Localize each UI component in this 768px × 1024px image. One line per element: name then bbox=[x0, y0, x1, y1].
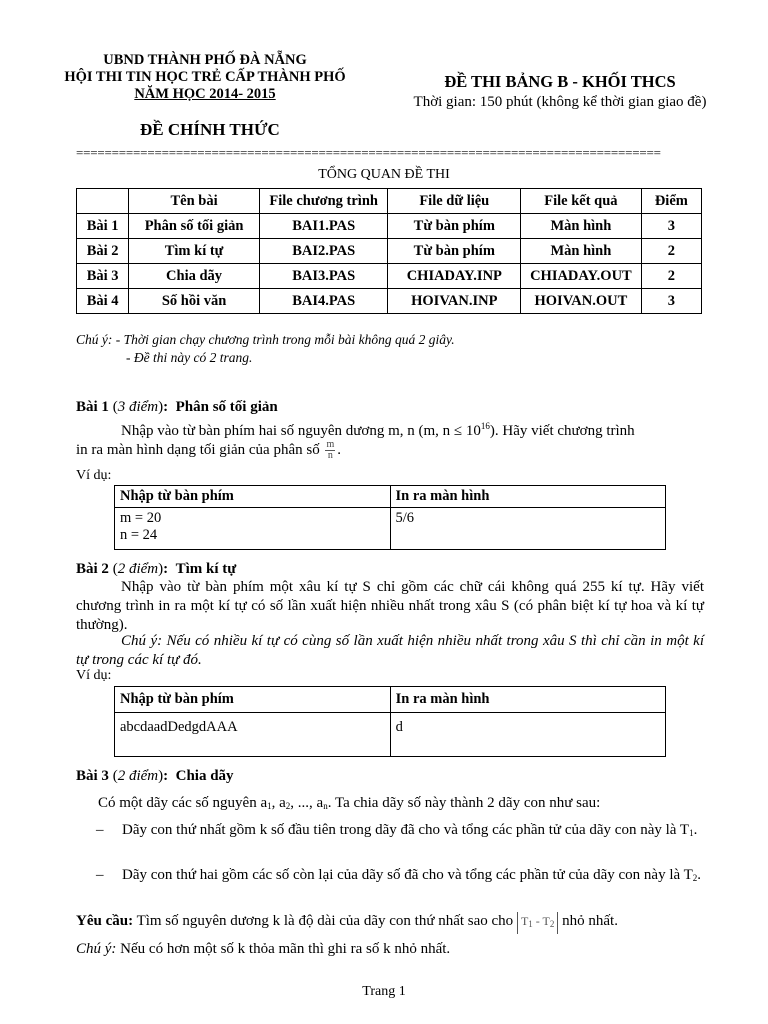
exam-header bbox=[385, 72, 735, 111]
table-cell: 2 bbox=[641, 239, 701, 264]
table-cell: 2 bbox=[641, 264, 701, 289]
bai3-bullet-2: Dãy con thứ hai gồm các số còn lại của dãy số đã cho và tổng các phần tử của dãy con này là $T_2$. bbox=[122, 867, 702, 883]
table-cell: 3 bbox=[641, 289, 701, 314]
table-cell: HOIVAN.OUT bbox=[521, 289, 642, 314]
bai3-heading: Bài 3 (2 điểm): Chia dãy bbox=[76, 768, 234, 784]
bai2-title: Tìm kí tự bbox=[175, 561, 237, 577]
table-row bbox=[77, 264, 702, 289]
bai3-note-text: Nếu có hơn một số k thỏa mãn thì ghi ra số k nhỏ nhất. bbox=[120, 941, 451, 957]
table-row bbox=[115, 508, 666, 550]
table-cell: 5/6 bbox=[390, 508, 666, 550]
table-cell: Bài 2 bbox=[77, 239, 129, 264]
table-cell: Màn hình bbox=[521, 214, 642, 239]
table-header-cell: Nhập từ bàn phím bbox=[115, 687, 391, 713]
bai3-intro: Có một dãy các số nguyên $a_1$, $a_2$, ..., $a_n$. Ta chia dãy số này thành 2 dãy con như sau: bbox=[98, 795, 601, 811]
table-cell: CHIADAY.INP bbox=[388, 264, 521, 289]
table-header-cell bbox=[77, 189, 129, 214]
note-line-1: - Thời gian chạy chương trình trong mỗi bài không quá 2 giây. bbox=[112, 332, 455, 347]
bai1-title: Phân số tối giản bbox=[175, 399, 278, 415]
table-cell: Phân số tối giản bbox=[129, 214, 260, 239]
fraction-denominator: n bbox=[327, 450, 333, 461]
table-cell: BAI2.PAS bbox=[259, 239, 388, 264]
org-name-2: HỘI THI TIN HỌC TRẺ CẤP THÀNH PHỐ bbox=[64, 69, 346, 85]
table-cell: Số hồi văn bbox=[129, 289, 260, 314]
bai3-bullet-1-text: Dãy con thứ nhất gồm k số đầu tiên trong dãy đã cho và tổng các phần tử của dãy con này là T bbox=[122, 822, 690, 838]
exam-title: ĐỀ THI BẢNG B - KHỐI THCS bbox=[444, 72, 676, 91]
bai3-title: Chia dãy bbox=[175, 768, 234, 784]
bai3-note bbox=[76, 940, 450, 959]
table-header-cell: In ra màn hình bbox=[390, 687, 665, 713]
org-name-1: UBND THÀNH PHỐ ĐÀ NẴNG bbox=[103, 52, 307, 68]
table-cell: Tìm kí tự bbox=[129, 239, 260, 264]
organization-header bbox=[40, 52, 370, 103]
table-cell: Bài 4 bbox=[77, 289, 129, 314]
table-cell: BAI3.PAS bbox=[259, 264, 388, 289]
bai3-bullet-2-text: Dãy con thứ hai gồm các số còn lại của dãy số đã cho và tổng các phần tử của dãy con này là T bbox=[122, 867, 693, 883]
separator-line: ================================================================================== bbox=[76, 145, 661, 160]
bai1-text-1: Nhập vào từ bàn phím hai số nguyên dương m, n (m, n ≤ 10 bbox=[121, 423, 481, 439]
table-cell: CHIADAY.OUT bbox=[521, 264, 642, 289]
requirement-text: Tìm số nguyên dương k là độ dài của dãy con thứ nhất sao cho bbox=[136, 913, 514, 929]
bai1-points: 3 điểm bbox=[117, 399, 159, 415]
bai3-points: 2 điểm bbox=[117, 768, 159, 784]
official-label: ĐỀ CHÍNH THỨC bbox=[140, 120, 280, 139]
bai3-bullet-1: Dãy con thứ nhất gồm k số đầu tiên trong dãy đã cho và tổng các phần tử của dãy con này là $T_1$. bbox=[122, 822, 698, 838]
table-cell bbox=[115, 508, 391, 550]
table-cell: Từ bàn phím bbox=[388, 214, 521, 239]
school-year: NĂM HỌC 2014- 2015 bbox=[134, 86, 276, 102]
fraction-m-n bbox=[325, 440, 335, 461]
table-row bbox=[77, 239, 702, 264]
page-number: Trang 1 bbox=[362, 984, 406, 999]
table-cell: BAI1.PAS bbox=[259, 214, 388, 239]
bai1-input-n: n = 24 bbox=[120, 527, 158, 543]
table-header-cell: In ra màn hình bbox=[390, 486, 666, 508]
bai3-requirement bbox=[76, 912, 618, 934]
table-header-cell: File dữ liệu bbox=[388, 189, 521, 214]
table-header-cell: Điểm bbox=[641, 189, 701, 214]
exam-time: Thời gian: 150 phút (không kể thời gian giao đề) bbox=[413, 94, 707, 110]
overview-table bbox=[76, 188, 702, 314]
table-header-cell: Tên bài bbox=[129, 189, 260, 214]
requirement-end: nhỏ nhất. bbox=[562, 913, 618, 929]
requirement-label: Yêu cầu: bbox=[76, 913, 134, 929]
table-header-row bbox=[115, 486, 666, 508]
bai1-input-m: m = 20 bbox=[120, 510, 162, 526]
bai2-example-label: Ví dụ: bbox=[76, 668, 112, 683]
table-row bbox=[115, 713, 666, 757]
overview-title: TỔNG QUAN ĐỀ THI bbox=[318, 167, 450, 182]
bai2-note: Chú ý: Nếu có nhiều kí tự có cùng số lần xuất hiện nhiều nhất trong xâu S thì chỉ cần in một kí tự trong các kí tự đó. bbox=[76, 633, 704, 668]
bai2-label: Bài 2 bbox=[76, 561, 109, 577]
bai1-example-table bbox=[114, 485, 666, 550]
bullet-dash-2: – bbox=[96, 867, 104, 883]
bai1-exponent: 16 bbox=[480, 421, 490, 431]
bai2-example-table bbox=[114, 686, 666, 757]
table-cell: HOIVAN.INP bbox=[388, 289, 521, 314]
bai1-label: Bài 1 bbox=[76, 399, 109, 415]
table-cell: 3 bbox=[641, 214, 701, 239]
table-header-row bbox=[115, 687, 666, 713]
bai1-statement-2: in ra màn hình dạng tối giản của phân số $\frac{m}{n}$ . bbox=[76, 439, 341, 461]
note-line-2: - Đề thi này có 2 trang. bbox=[126, 350, 253, 365]
table-header-cell: File chương trình bbox=[259, 189, 388, 214]
bai3-intro-text-2: . Ta chia dãy số này thành 2 dãy con như sau: bbox=[327, 795, 601, 811]
table-header-cell: File kết quả bbox=[521, 189, 642, 214]
bai2-statement: Nhập vào từ bàn phím một xâu kí tự S chỉ gồm các chữ cái không quá 255 kí tự. Hãy viết chương trình in ra một kí tự có số lần xuất hiện nhiều nhất trong xâu S (có phân biệt kí tự hoa và kí tự thường). bbox=[76, 579, 704, 633]
table-cell: Từ bàn phím bbox=[388, 239, 521, 264]
table-row bbox=[77, 289, 702, 314]
bai1-statement bbox=[76, 417, 704, 441]
table-cell: Màn hình bbox=[521, 239, 642, 264]
bai2-heading: Bài 2 (2 điểm): Tìm kí tự bbox=[76, 561, 237, 577]
bai1-text-2: ). Hãy viết chương trình bbox=[489, 423, 635, 439]
bai3-intro-text: Có một dãy các số nguyên a bbox=[98, 795, 268, 811]
abs-difference-expression: $T_1 - T_2$ bbox=[517, 912, 558, 934]
table-row bbox=[77, 214, 702, 239]
bai1-text-3: in ra màn hình dạng tối giản của phân số bbox=[76, 441, 320, 458]
fraction-numerator: m bbox=[326, 439, 335, 450]
table-header-cell: Nhập từ bàn phím bbox=[115, 486, 391, 508]
bai1-example-label: Ví dụ: bbox=[76, 468, 112, 483]
bai1-heading: Bài 1 (3 điểm): Phân số tối giản bbox=[76, 399, 278, 415]
notes-block bbox=[76, 331, 455, 367]
table-cell: d bbox=[390, 713, 665, 757]
bai2-points: 2 điểm bbox=[117, 561, 159, 577]
bai3-label: Bài 3 bbox=[76, 768, 109, 784]
bullet-dash-1: – bbox=[96, 822, 104, 838]
table-header-row bbox=[77, 189, 702, 214]
table-cell: Bài 1 bbox=[77, 214, 129, 239]
table-cell: BAI4.PAS bbox=[259, 289, 388, 314]
table-cell: abcdaadDedgdAAA bbox=[115, 713, 391, 757]
table-cell: Bài 3 bbox=[77, 264, 129, 289]
note-label: Chú ý: bbox=[76, 332, 113, 347]
bai3-note-label: Chú ý: bbox=[76, 941, 117, 957]
table-cell: Chia dãy bbox=[129, 264, 260, 289]
